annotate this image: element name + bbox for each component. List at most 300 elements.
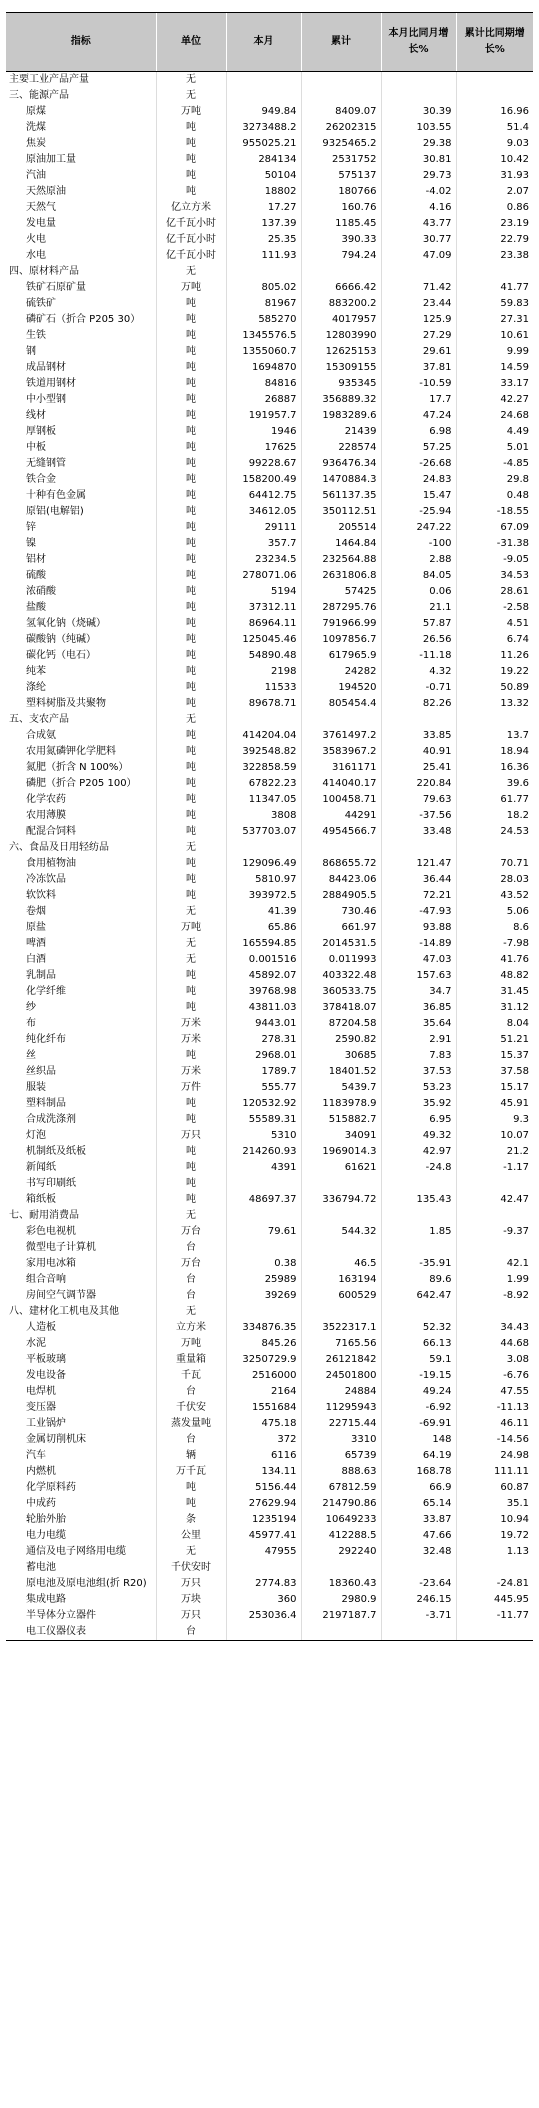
row-month-value: 372 <box>226 1432 301 1448</box>
row-cumulative-value: 67812.59 <box>301 1480 381 1496</box>
row-name: 铁合金 <box>26 474 56 485</box>
row-name: 卷烟 <box>26 906 46 917</box>
row-month-value: 45892.07 <box>226 968 301 984</box>
row-name: 碳酸钠（纯碱） <box>26 634 96 645</box>
table-row <box>6 1480 533 1496</box>
row-unit: 吨 <box>156 680 226 696</box>
row-month-value: 1355060.7 <box>226 344 301 360</box>
row-unit: 无 <box>156 1304 226 1320</box>
row-cumulative-value: 0.011993 <box>301 952 381 968</box>
row-month-value: 393972.5 <box>226 888 301 904</box>
row-cumulative-value: 883200.2 <box>301 296 381 312</box>
row-unit: 台 <box>156 1240 226 1256</box>
row-cumulative-value: 57425 <box>301 584 381 600</box>
row-cumulative-value: 356889.32 <box>301 392 381 408</box>
row-unit: 无 <box>156 712 226 728</box>
row-name: 锌 <box>26 522 36 533</box>
row-month-value: 29111 <box>226 520 301 536</box>
row-name: 原煤 <box>26 106 46 117</box>
row-month-yoy: -3.71 <box>381 1608 456 1624</box>
table-row <box>6 1448 533 1464</box>
row-cumulative-yoy: 1.99 <box>456 1272 533 1288</box>
table-row <box>6 408 533 424</box>
section-row <box>6 264 533 280</box>
row-month-yoy: -4.02 <box>381 184 456 200</box>
row-cumulative-value: 26202315 <box>301 120 381 136</box>
row-name: 铝材 <box>26 554 46 565</box>
row-cumulative-yoy: 4.51 <box>456 616 533 632</box>
row-name: 蓄电池 <box>26 1562 56 1573</box>
row-month-value: 37312.11 <box>226 600 301 616</box>
table-row <box>6 360 533 376</box>
section-row <box>6 840 533 856</box>
row-cumulative-value: 228574 <box>301 440 381 456</box>
row-name: 箱纸板 <box>26 1194 56 1205</box>
row-unit: 万米 <box>156 1016 226 1032</box>
row-cumulative-value: 544.32 <box>301 1224 381 1240</box>
row-unit: 吨 <box>156 968 226 984</box>
row-month-yoy: 2.91 <box>381 1032 456 1048</box>
row-month-value: 284134 <box>226 152 301 168</box>
row-unit: 吨 <box>156 632 226 648</box>
table-row <box>6 904 533 920</box>
row-cumulative-yoy: 8.04 <box>456 1016 533 1032</box>
row-month-value: 125045.46 <box>226 632 301 648</box>
row-cumulative-yoy: 28.61 <box>456 584 533 600</box>
header-cumulative: 累计 <box>301 13 381 72</box>
row-cumulative-yoy: 3.08 <box>456 1352 533 1368</box>
row-month-yoy: -19.15 <box>381 1368 456 1384</box>
row-month-yoy: 25.41 <box>381 760 456 776</box>
row-cumulative-yoy: 8.6 <box>456 920 533 936</box>
row-cumulative-value: 378418.07 <box>301 1000 381 1016</box>
row-month-value: 11347.05 <box>226 792 301 808</box>
row-cumulative-yoy: 42.47 <box>456 1192 533 1208</box>
row-month-yoy: 30.81 <box>381 152 456 168</box>
row-month-value: 360 <box>226 1592 301 1608</box>
row-unit: 万米 <box>156 1032 226 1048</box>
row-month-value: 555.77 <box>226 1080 301 1096</box>
row-name: 磷肥（折合 P205 100） <box>26 778 137 789</box>
row-cumulative-yoy: 19.72 <box>456 1528 533 1544</box>
row-unit: 吨 <box>156 1096 226 1112</box>
table-row <box>6 392 533 408</box>
row-cumulative-yoy: 51.21 <box>456 1032 533 1048</box>
row-month-value: 120532.92 <box>226 1096 301 1112</box>
row-unit: 吨 <box>156 808 226 824</box>
row-cumulative-yoy: 59.83 <box>456 296 533 312</box>
row-name: 发电量 <box>26 218 56 229</box>
section-row <box>6 88 533 104</box>
row-name: 生铁 <box>26 330 46 341</box>
table-row <box>6 952 533 968</box>
row-cumulative-yoy: 23.19 <box>456 216 533 232</box>
table-row <box>6 1272 533 1288</box>
row-name: 磷矿石（折合 P205 30） <box>26 314 141 325</box>
row-cumulative-value: 87204.58 <box>301 1016 381 1032</box>
row-month-yoy <box>381 1560 456 1576</box>
row-unit: 吨 <box>156 584 226 600</box>
row-month-yoy: 29.38 <box>381 136 456 152</box>
table-row <box>6 136 533 152</box>
row-name: 汽油 <box>26 170 46 181</box>
row-cumulative-value: 26121842 <box>301 1352 381 1368</box>
row-name: 天然原油 <box>26 186 66 197</box>
row-month-value: 475.18 <box>226 1416 301 1432</box>
row-cumulative-yoy: 47.55 <box>456 1384 533 1400</box>
row-cumulative-yoy: 111.11 <box>456 1464 533 1480</box>
row-month-value: 334876.35 <box>226 1320 301 1336</box>
row-unit: 吨 <box>156 728 226 744</box>
row-name: 塑料制品 <box>26 1098 66 1109</box>
row-month-yoy: -11.18 <box>381 648 456 664</box>
row-month-value: 845.26 <box>226 1336 301 1352</box>
row-month-yoy: 89.6 <box>381 1272 456 1288</box>
row-month-value: 41.39 <box>226 904 301 920</box>
row-month-value: 357.7 <box>226 536 301 552</box>
row-cumulative-value: 2884905.5 <box>301 888 381 904</box>
row-unit: 吨 <box>156 696 226 712</box>
row-month-value: 129096.49 <box>226 856 301 872</box>
row-name: 房间空气调节器 <box>26 1290 96 1301</box>
row-name: 农用氮磷钾化学肥料 <box>26 746 116 757</box>
row-cumulative-yoy: 10.42 <box>456 152 533 168</box>
row-month-yoy: 47.03 <box>381 952 456 968</box>
row-cumulative-value: 350112.51 <box>301 504 381 520</box>
row-unit: 万吨 <box>156 1336 226 1352</box>
row-name: 六、食品及日用轻纺品 <box>9 842 109 853</box>
row-cumulative-value: 3583967.2 <box>301 744 381 760</box>
table-row <box>6 1576 533 1592</box>
row-unit: 条 <box>156 1512 226 1528</box>
table-row <box>6 616 533 632</box>
row-month-value: 18802 <box>226 184 301 200</box>
row-month-value: 17625 <box>226 440 301 456</box>
row-month-yoy <box>381 1208 456 1224</box>
row-unit: 千伏安时 <box>156 1560 226 1576</box>
row-month-value: 86964.11 <box>226 616 301 632</box>
row-month-yoy: 23.44 <box>381 296 456 312</box>
row-cumulative-yoy: 10.94 <box>456 1512 533 1528</box>
row-unit: 吨 <box>156 328 226 344</box>
row-unit: 台 <box>156 1288 226 1304</box>
row-month-value: 322858.59 <box>226 760 301 776</box>
table-row <box>6 1416 533 1432</box>
row-month-value: 5156.44 <box>226 1480 301 1496</box>
row-name: 布 <box>26 1018 36 1029</box>
table-row <box>6 600 533 616</box>
row-cumulative-value: 561137.35 <box>301 488 381 504</box>
row-cumulative-yoy: 35.1 <box>456 1496 533 1512</box>
row-cumulative-value: 5439.7 <box>301 1080 381 1096</box>
table-row <box>6 1240 533 1256</box>
row-month-yoy: 6.95 <box>381 1112 456 1128</box>
row-cumulative-value: 7165.56 <box>301 1336 381 1352</box>
row-unit: 亿千瓦小时 <box>156 232 226 248</box>
row-month-yoy: -37.56 <box>381 808 456 824</box>
row-unit: 万吨 <box>156 920 226 936</box>
row-unit: 万台 <box>156 1256 226 1272</box>
row-cumulative-value <box>301 1176 381 1192</box>
table-row <box>6 744 533 760</box>
row-name: 八、建材化工机电及其他 <box>9 1306 119 1317</box>
row-cumulative-value: 22715.44 <box>301 1416 381 1432</box>
row-month-yoy: 72.21 <box>381 888 456 904</box>
row-unit: 吨 <box>156 792 226 808</box>
table-row <box>6 472 533 488</box>
row-month-yoy: 30.39 <box>381 104 456 120</box>
row-cumulative-yoy: -6.76 <box>456 1368 533 1384</box>
row-month-value: 48697.37 <box>226 1192 301 1208</box>
row-unit: 吨 <box>156 1160 226 1176</box>
row-month-value <box>226 712 301 728</box>
header-unit: 单位 <box>156 13 226 72</box>
row-cumulative-yoy: 21.2 <box>456 1144 533 1160</box>
row-month-yoy: 57.87 <box>381 616 456 632</box>
row-cumulative-value: 8409.07 <box>301 104 381 120</box>
row-month-yoy <box>381 1240 456 1256</box>
row-cumulative-yoy: 34.53 <box>456 568 533 584</box>
row-unit: 公里 <box>156 1528 226 1544</box>
row-cumulative-yoy: 5.01 <box>456 440 533 456</box>
row-month-yoy: 53.23 <box>381 1080 456 1096</box>
row-cumulative-value: 9325465.2 <box>301 136 381 152</box>
row-cumulative-value <box>301 840 381 856</box>
row-month-yoy: 2.88 <box>381 552 456 568</box>
row-unit: 吨 <box>156 1480 226 1496</box>
row-cumulative-value: 888.63 <box>301 1464 381 1480</box>
row-unit: 吨 <box>156 776 226 792</box>
table-row <box>6 1496 533 1512</box>
table-row <box>6 328 533 344</box>
row-unit: 吨 <box>156 312 226 328</box>
row-name: 电焊机 <box>26 1386 56 1397</box>
row-month-value: 253036.4 <box>226 1608 301 1624</box>
row-unit: 吨 <box>156 1048 226 1064</box>
row-month-value: 5810.97 <box>226 872 301 888</box>
section-row <box>6 1304 533 1320</box>
row-month-yoy: 168.78 <box>381 1464 456 1480</box>
row-unit: 吨 <box>156 616 226 632</box>
row-unit: 重量箱 <box>156 1352 226 1368</box>
row-month-value <box>226 1176 301 1192</box>
row-name: 服装 <box>26 1082 46 1093</box>
row-month-value: 2198 <box>226 664 301 680</box>
row-cumulative-yoy: 37.58 <box>456 1064 533 1080</box>
row-month-value: 214260.93 <box>226 1144 301 1160</box>
row-cumulative-yoy: 10.07 <box>456 1128 533 1144</box>
table-row <box>6 248 533 264</box>
row-month-value: 111.93 <box>226 248 301 264</box>
row-cumulative-value: 21439 <box>301 424 381 440</box>
row-cumulative-yoy: 1.13 <box>456 1544 533 1560</box>
row-month-yoy: -14.89 <box>381 936 456 952</box>
row-month-yoy: 34.7 <box>381 984 456 1000</box>
row-month-yoy: 29.61 <box>381 344 456 360</box>
row-name: 化学原料药 <box>26 1482 76 1493</box>
row-unit: 吨 <box>156 1144 226 1160</box>
table-row <box>6 456 533 472</box>
row-month-value: 4391 <box>226 1160 301 1176</box>
table-row <box>6 968 533 984</box>
row-name: 新闻纸 <box>26 1162 56 1173</box>
row-name: 发电设备 <box>26 1370 66 1381</box>
row-cumulative-value: 10649233 <box>301 1512 381 1528</box>
row-cumulative-yoy: 5.06 <box>456 904 533 920</box>
row-cumulative-yoy: 41.76 <box>456 952 533 968</box>
row-month-value: 55589.31 <box>226 1112 301 1128</box>
row-month-value: 134.11 <box>226 1464 301 1480</box>
row-cumulative-value: 3310 <box>301 1432 381 1448</box>
row-cumulative-value: 84423.06 <box>301 872 381 888</box>
row-month-value: 955025.21 <box>226 136 301 152</box>
row-unit: 吨 <box>156 360 226 376</box>
row-cumulative-yoy: -18.55 <box>456 504 533 520</box>
row-name: 化学农药 <box>26 794 66 805</box>
row-unit: 吨 <box>156 568 226 584</box>
table-row <box>6 584 533 600</box>
row-month-value: 137.39 <box>226 216 301 232</box>
row-name: 氢氧化钠（烧碱） <box>26 618 106 629</box>
row-cumulative-yoy: -11.13 <box>456 1400 533 1416</box>
row-month-yoy: 26.56 <box>381 632 456 648</box>
row-cumulative-yoy: 11.26 <box>456 648 533 664</box>
row-month-yoy: 49.32 <box>381 1128 456 1144</box>
row-month-yoy: 42.97 <box>381 1144 456 1160</box>
row-unit: 亿千瓦小时 <box>156 216 226 232</box>
row-name: 纱 <box>26 1002 36 1013</box>
row-month-yoy: 93.88 <box>381 920 456 936</box>
table-row <box>6 1512 533 1528</box>
row-month-yoy: -35.91 <box>381 1256 456 1272</box>
table-row <box>6 1592 533 1608</box>
row-month-yoy: 148 <box>381 1432 456 1448</box>
row-month-yoy: 103.55 <box>381 120 456 136</box>
row-name: 灯泡 <box>26 1130 46 1141</box>
table-row <box>6 216 533 232</box>
row-month-yoy: 66.13 <box>381 1336 456 1352</box>
table-row <box>6 1144 533 1160</box>
row-cumulative-value: 791966.99 <box>301 616 381 632</box>
table-row <box>6 1560 533 1576</box>
row-cumulative-yoy <box>456 1304 533 1320</box>
table-row <box>6 1384 533 1400</box>
row-unit: 吨 <box>156 1192 226 1208</box>
row-cumulative-value: 24501800 <box>301 1368 381 1384</box>
row-cumulative-value: 61621 <box>301 1160 381 1176</box>
table-row <box>6 168 533 184</box>
row-month-value <box>226 88 301 104</box>
table-row <box>6 1048 533 1064</box>
row-name: 化学纤维 <box>26 986 66 997</box>
row-cumulative-yoy: 2.07 <box>456 184 533 200</box>
row-cumulative-yoy: 9.99 <box>456 344 533 360</box>
row-cumulative-yoy: 50.89 <box>456 680 533 696</box>
row-cumulative-value: 515882.7 <box>301 1112 381 1128</box>
row-cumulative-yoy: 42.1 <box>456 1256 533 1272</box>
row-month-value: 278071.06 <box>226 568 301 584</box>
row-name: 合成洗涤剂 <box>26 1114 76 1125</box>
row-cumulative-value: 1470884.3 <box>301 472 381 488</box>
row-month-value: 1694870 <box>226 360 301 376</box>
table-row <box>6 1064 533 1080</box>
row-month-yoy: 71.42 <box>381 280 456 296</box>
table-row <box>6 152 533 168</box>
row-unit: 立方米 <box>156 1320 226 1336</box>
row-month-yoy: 135.43 <box>381 1192 456 1208</box>
row-month-yoy: 33.48 <box>381 824 456 840</box>
row-month-value: 6116 <box>226 1448 301 1464</box>
row-unit: 万吨 <box>156 104 226 120</box>
row-name: 冷冻饮品 <box>26 874 66 885</box>
row-month-value: 89678.71 <box>226 696 301 712</box>
row-month-yoy: 52.32 <box>381 1320 456 1336</box>
row-cumulative-value: 12803990 <box>301 328 381 344</box>
row-cumulative-yoy: 0.86 <box>456 200 533 216</box>
row-month-value: 3808 <box>226 808 301 824</box>
row-month-yoy: 33.87 <box>381 1512 456 1528</box>
row-cumulative-value: 575137 <box>301 168 381 184</box>
row-name: 焦炭 <box>26 138 46 149</box>
row-cumulative-value: 794.24 <box>301 248 381 264</box>
row-month-value: 1345576.5 <box>226 328 301 344</box>
table-row <box>6 1096 533 1112</box>
table-row <box>6 1128 533 1144</box>
row-month-yoy <box>381 1176 456 1192</box>
row-month-value <box>226 1624 301 1641</box>
row-month-value: 1946 <box>226 424 301 440</box>
row-cumulative-yoy: 14.59 <box>456 360 533 376</box>
row-month-yoy: 7.83 <box>381 1048 456 1064</box>
row-cumulative-value: 1185.45 <box>301 216 381 232</box>
row-cumulative-yoy: 4.49 <box>456 424 533 440</box>
row-cumulative-value: 661.97 <box>301 920 381 936</box>
row-month-yoy: 82.26 <box>381 696 456 712</box>
row-name: 洗煤 <box>26 122 46 133</box>
row-month-yoy: -10.59 <box>381 376 456 392</box>
row-month-value: 1789.7 <box>226 1064 301 1080</box>
row-month-yoy: 79.63 <box>381 792 456 808</box>
table-row <box>6 1336 533 1352</box>
row-cumulative-yoy: 28.03 <box>456 872 533 888</box>
row-cumulative-value: 15309155 <box>301 360 381 376</box>
row-cumulative-yoy: 18.94 <box>456 744 533 760</box>
row-name: 碳化钙（电石） <box>26 650 96 661</box>
row-cumulative-yoy: -1.17 <box>456 1160 533 1176</box>
row-month-yoy: 125.9 <box>381 312 456 328</box>
row-month-value: 2516000 <box>226 1368 301 1384</box>
row-month-yoy: -47.93 <box>381 904 456 920</box>
row-unit: 吨 <box>156 552 226 568</box>
row-cumulative-value: 180766 <box>301 184 381 200</box>
row-cumulative-yoy: 60.87 <box>456 1480 533 1496</box>
row-name: 钢 <box>26 346 36 357</box>
row-month-yoy: 49.24 <box>381 1384 456 1400</box>
table-row <box>6 568 533 584</box>
row-cumulative-yoy <box>456 1624 533 1641</box>
row-month-yoy <box>381 72 456 89</box>
row-cumulative-yoy: 23.38 <box>456 248 533 264</box>
row-month-yoy: 121.47 <box>381 856 456 872</box>
row-unit: 吨 <box>156 1176 226 1192</box>
row-name: 厚钢板 <box>26 426 56 437</box>
row-cumulative-yoy <box>456 1176 533 1192</box>
row-name: 七、耐用消费品 <box>9 1210 79 1221</box>
row-month-yoy: 157.63 <box>381 968 456 984</box>
row-month-value: 1551684 <box>226 1400 301 1416</box>
row-unit: 万米 <box>156 1064 226 1080</box>
row-cumulative-value: 360533.75 <box>301 984 381 1000</box>
